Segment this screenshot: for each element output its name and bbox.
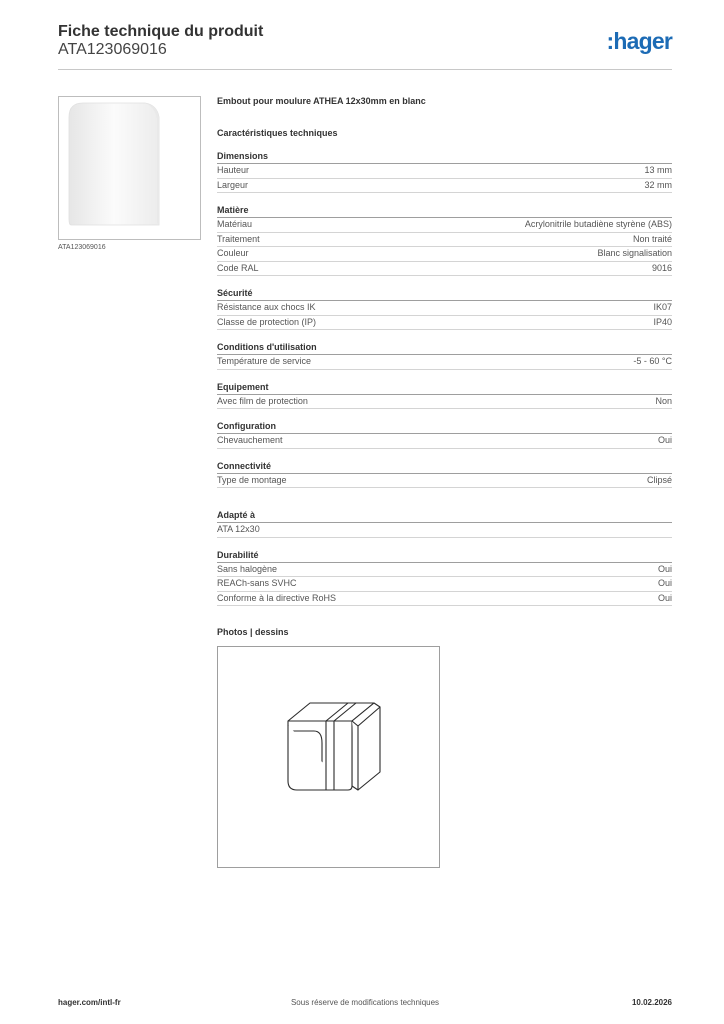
spec-value: 13 mm: [644, 165, 672, 175]
spec-value: Blanc signalisation: [597, 248, 672, 258]
spec-row: [217, 474, 672, 489]
spec-group-title: Durabilité: [217, 549, 672, 563]
spec-label: Traitement: [217, 233, 260, 244]
spec-label: Température de service: [217, 356, 312, 366]
spec-group-title: Dimensions: [217, 150, 672, 164]
spec-label: Couleur: [217, 248, 249, 258]
product-photo: [58, 96, 201, 240]
spec-label: Code RAL: [217, 262, 259, 273]
spec-row: [217, 179, 672, 194]
spec-label: Résistance aux chocs IK: [217, 302, 316, 312]
spec-label: Sans halogène: [217, 563, 278, 574]
spec-row: [217, 355, 672, 370]
spec-group-conditions: [217, 341, 672, 370]
footer-website: hager.com/intl-fr: [58, 998, 121, 1007]
specs-section-title: Caractéristiques techniques: [217, 128, 338, 138]
spec-group-dimensions: [217, 150, 672, 193]
spec-label: Avec film de protection: [217, 395, 308, 406]
spec-row: [217, 563, 672, 578]
page-footer: [58, 998, 672, 1010]
product-reference: ATA123069016: [58, 41, 167, 58]
spec-value: Oui: [657, 563, 672, 574]
spec-group-durabilite: [217, 549, 672, 607]
spec-value: IK07: [653, 302, 672, 312]
spec-group-connectivite: [217, 460, 672, 489]
spec-value: 32 mm: [644, 179, 672, 190]
spec-label: REACh-sans SVHC: [217, 578, 297, 588]
spec-row: [217, 233, 672, 248]
spec-label: Hauteur: [217, 165, 250, 175]
spec-row: [217, 434, 672, 449]
spec-row: [217, 164, 672, 179]
spec-label: Classe de protection (IP): [217, 316, 317, 327]
product-drawing: [217, 646, 440, 868]
spec-value: Oui: [657, 435, 672, 445]
spec-group-title: Sécurité: [217, 287, 672, 301]
spec-value: Oui: [657, 578, 672, 588]
spec-value: Non traité: [632, 233, 672, 244]
hager-logo: :hager: [606, 28, 672, 54]
spec-row: [217, 577, 672, 592]
spec-row: [217, 316, 672, 331]
spec-group-title: Adapté à: [217, 509, 672, 523]
spec-row: [217, 395, 672, 410]
spec-group-title: Connectivité: [217, 460, 672, 474]
spec-group-title: Equipement: [217, 381, 672, 395]
page-title: Fiche technique du produit: [58, 23, 264, 40]
spec-group-title: Configuration: [217, 420, 672, 434]
spec-value: Non: [655, 395, 672, 406]
spec-value: 9016: [651, 262, 672, 273]
spec-row: [217, 301, 672, 316]
spec-label: ATA 12x30: [217, 524, 260, 534]
spec-row: [217, 262, 672, 277]
spec-group-equipement: [217, 381, 672, 410]
footer-date: 10.02.2026: [631, 998, 672, 1007]
product-specs: [217, 96, 672, 868]
spec-row: [217, 592, 672, 607]
photos-section-title: Photos | dessins: [217, 627, 289, 637]
spec-group-title: Conditions d'utilisation: [217, 341, 672, 355]
spec-group-securite: [217, 287, 672, 330]
product-line-drawing: [218, 647, 439, 867]
spec-label: Conforme à la directive RoHS: [217, 592, 337, 603]
spec-value: Clipsé: [646, 474, 672, 485]
spec-group-configuration: [217, 420, 672, 449]
spec-value: IP40: [653, 316, 672, 327]
spec-row: [217, 218, 672, 233]
spec-row: [217, 247, 672, 262]
spec-label: Chevauchement: [217, 435, 283, 445]
spec-label: Largeur: [217, 179, 249, 190]
spec-value: -5 - 60 °C: [633, 356, 672, 366]
spec-group-title: Matière: [217, 204, 672, 218]
spec-row: [217, 523, 672, 538]
spec-group-matiere: [217, 204, 672, 276]
spec-label: Matériau: [217, 219, 253, 229]
product-photo-caption: ATA123069016: [58, 244, 106, 251]
page-header: [58, 22, 672, 70]
footer-disclaimer: Sous réserve de modifications techniques: [290, 998, 440, 1007]
spec-group-adapte: [217, 509, 672, 538]
spec-label: Type de montage: [217, 474, 287, 485]
product-photo-image: [59, 97, 201, 240]
spec-value: Acrylonitrile butadiène styrène (ABS): [524, 219, 672, 229]
spec-value: Oui: [657, 592, 672, 603]
product-title: Embout pour moulure ATHEA 12x30mm en blanc: [217, 96, 426, 106]
